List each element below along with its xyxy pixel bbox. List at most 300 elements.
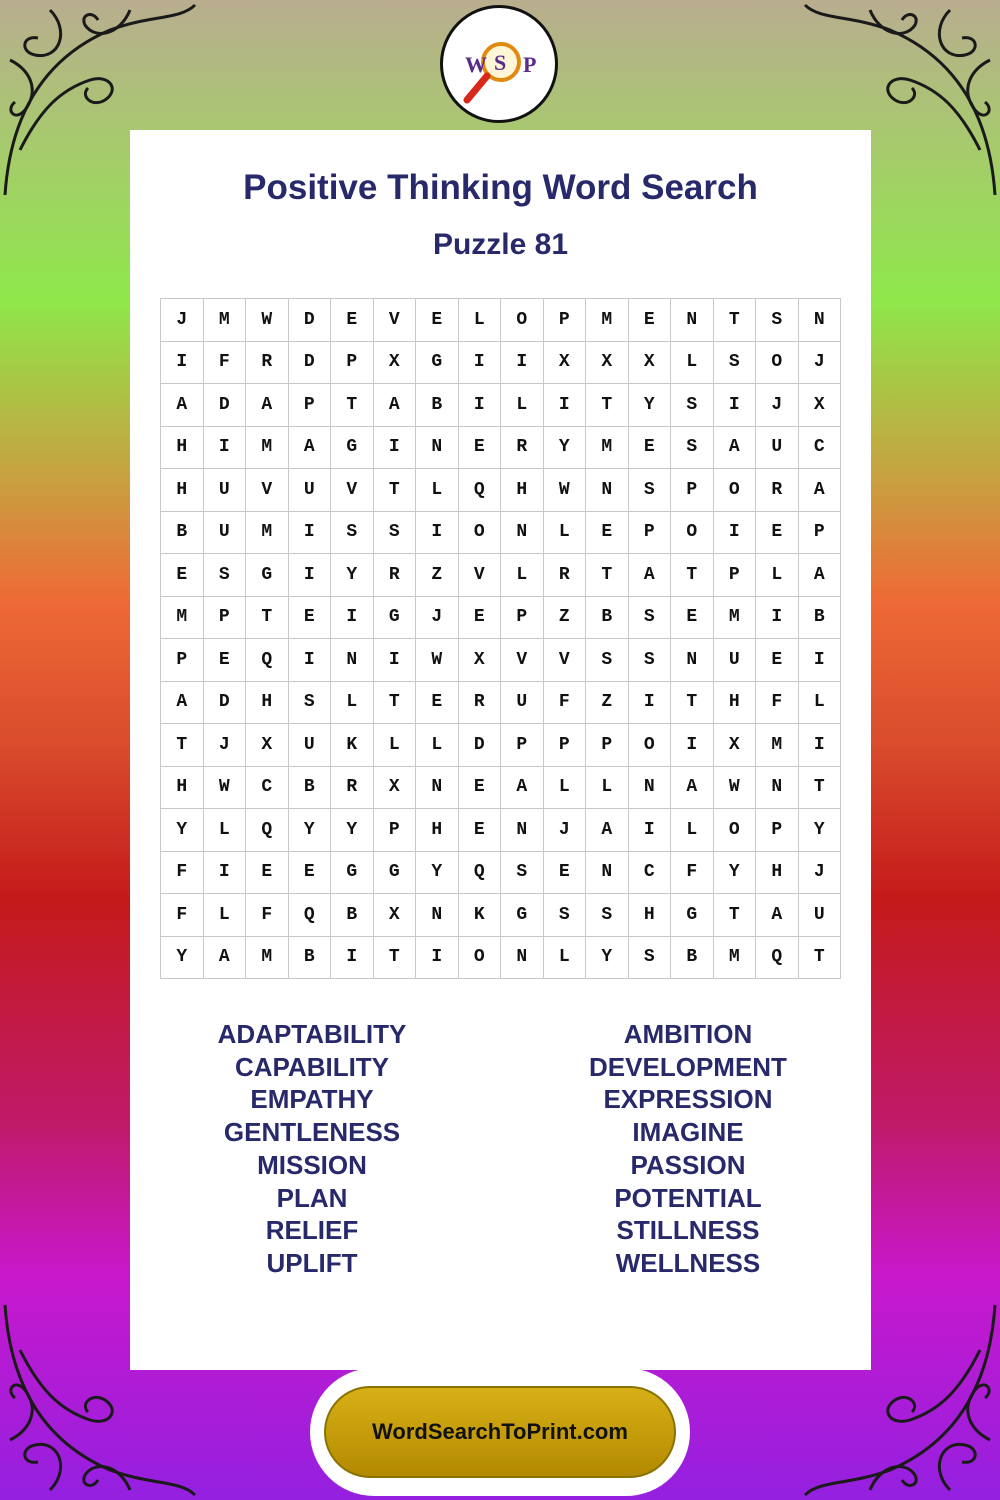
grid-cell[interactable]: Y [161,937,204,980]
grid-cell[interactable]: E [629,427,672,470]
grid-cell[interactable]: P [544,299,587,342]
grid-cell[interactable]: B [289,937,332,980]
grid-cell[interactable]: U [204,469,247,512]
word-list-left [162,1018,462,1280]
grid-cell[interactable]: Q [459,469,502,512]
grid-cell[interactable]: S [544,894,587,937]
logo-letter-w: W [465,52,487,77]
grid-cell[interactable]: H [161,427,204,470]
grid-cell[interactable]: M [204,299,247,342]
grid-cell[interactable]: P [714,554,757,597]
grid-cell[interactable]: X [799,384,842,427]
grid-cell[interactable]: X [714,724,757,767]
grid-cell[interactable]: T [714,299,757,342]
grid-cell[interactable]: O [671,512,714,555]
word-item: STILLNESS [616,1215,760,1246]
grid-cell[interactable]: T [799,937,842,980]
grid-cell[interactable]: I [714,512,757,555]
word-item: EMPATHY [250,1084,374,1115]
logo-letter-p: P [523,52,537,77]
grid-cell[interactable]: Y [416,852,459,895]
grid-cell[interactable]: L [416,469,459,512]
grid-cell[interactable]: V [331,469,374,512]
grid-row [161,809,841,852]
grid-cell[interactable]: I [289,554,332,597]
word-item: DEVELOPMENT [589,1051,787,1082]
grid-cell[interactable]: Y [586,937,629,980]
grid-cell[interactable]: S [629,937,672,980]
puzzle-panel [130,130,871,1370]
grid-cell[interactable]: K [459,894,502,937]
grid-cell[interactable]: X [374,894,417,937]
grid-cell[interactable]: L [544,512,587,555]
grid-cell[interactable]: Z [544,597,587,640]
grid-cell[interactable]: U [799,894,842,937]
grid-cell[interactable]: T [161,724,204,767]
grid-cell[interactable]: E [331,299,374,342]
word-item: WELLNESS [615,1247,761,1278]
grid-cell[interactable]: N [416,767,459,810]
grid-cell[interactable]: L [544,937,587,980]
word-item: AMBITION [623,1019,753,1049]
grid-row [161,597,841,640]
grid-cell[interactable]: F [204,342,247,385]
grid-cell[interactable]: B [586,597,629,640]
grid-cell[interactable]: E [204,639,247,682]
grid-cell[interactable]: L [204,894,247,937]
grid-cell[interactable]: A [586,809,629,852]
grid-cell[interactable]: L [331,682,374,725]
grid-cell[interactable]: L [501,554,544,597]
word-item: MISSION [257,1149,367,1180]
grid-cell[interactable]: F [544,682,587,725]
grid-cell[interactable]: A [289,427,332,470]
grid-cell[interactable]: P [586,724,629,767]
grid-cell[interactable]: M [714,937,757,980]
grid-cell[interactable]: I [374,639,417,682]
grid-cell[interactable]: Y [331,809,374,852]
grid-cell[interactable]: S [671,427,714,470]
grid-cell[interactable]: S [204,554,247,597]
grid-cell[interactable]: D [459,724,502,767]
grid-cell[interactable]: E [289,597,332,640]
grid-cell[interactable]: L [756,554,799,597]
grid-cell[interactable]: K [331,724,374,767]
grid-row [161,427,841,470]
grid-cell[interactable]: Y [629,384,672,427]
grid-cell[interactable]: V [544,639,587,682]
grid-cell[interactable]: P [374,809,417,852]
grid-cell[interactable]: S [671,384,714,427]
grid-cell[interactable]: N [501,512,544,555]
grid-cell[interactable]: I [459,384,502,427]
grid-cell[interactable]: P [204,597,247,640]
grid-cell[interactable]: O [714,469,757,512]
grid-cell[interactable]: X [586,342,629,385]
grid-cell[interactable]: O [459,512,502,555]
grid-cell[interactable]: J [544,809,587,852]
grid-cell[interactable]: S [586,894,629,937]
grid-row [161,767,841,810]
grid-cell[interactable]: M [586,427,629,470]
grid-cell[interactable]: H [501,469,544,512]
grid-cell[interactable]: V [459,554,502,597]
grid-cell[interactable]: M [246,937,289,980]
grid-cell[interactable]: D [289,299,332,342]
grid-cell[interactable]: U [289,469,332,512]
grid-cell[interactable]: Y [544,427,587,470]
grid-cell[interactable]: B [799,597,842,640]
grid-cell[interactable]: A [799,554,842,597]
puzzle-number: Puzzle 81 [432,228,569,261]
grid-cell[interactable]: P [671,469,714,512]
grid-cell[interactable]: H [161,767,204,810]
grid-cell[interactable]: C [246,767,289,810]
grid-cell[interactable]: T [799,767,842,810]
grid-cell[interactable]: L [204,809,247,852]
grid-cell[interactable]: F [161,894,204,937]
grid-cell[interactable]: P [544,724,587,767]
grid-cell[interactable]: W [246,299,289,342]
grid-cell[interactable]: X [629,342,672,385]
grid-cell[interactable]: O [714,809,757,852]
grid-cell[interactable]: A [501,767,544,810]
grid-cell[interactable]: F [756,682,799,725]
grid-cell[interactable]: I [799,639,842,682]
grid-cell[interactable]: P [289,384,332,427]
grid-cell[interactable]: H [714,682,757,725]
grid-row [161,639,841,682]
grid-cell[interactable]: S [586,639,629,682]
grid-cell[interactable]: N [416,427,459,470]
grid-cell[interactable]: F [246,894,289,937]
grid-row [161,469,841,512]
grid-cell[interactable]: A [204,937,247,980]
grid-cell[interactable]: B [416,384,459,427]
grid-cell[interactable]: X [374,342,417,385]
grid-cell[interactable]: R [544,554,587,597]
grid-cell[interactable]: I [289,639,332,682]
grid-row [161,554,841,597]
grid-cell[interactable]: I [799,724,842,767]
grid-cell[interactable]: Y [289,809,332,852]
grid-cell[interactable]: J [799,342,842,385]
grid-cell[interactable]: I [756,597,799,640]
grid-cell[interactable]: I [204,427,247,470]
grid-cell[interactable]: I [416,512,459,555]
grid-cell[interactable]: C [629,852,672,895]
grid-cell[interactable]: G [374,597,417,640]
grid-cell[interactable]: S [714,342,757,385]
grid-cell[interactable]: L [799,682,842,725]
grid-cell[interactable]: A [161,682,204,725]
word-item: PASSION [630,1149,746,1180]
grid-cell[interactable]: W [714,767,757,810]
grid-cell[interactable]: L [671,342,714,385]
grid-cell[interactable]: E [544,852,587,895]
grid-cell[interactable]: T [374,682,417,725]
grid-row [161,342,841,385]
grid-cell[interactable]: A [671,767,714,810]
word-item: POTENTIAL [614,1182,762,1213]
grid-cell[interactable]: V [501,639,544,682]
grid-cell[interactable]: F [671,852,714,895]
grid-cell[interactable]: N [586,469,629,512]
grid-cell[interactable]: E [756,512,799,555]
grid-cell[interactable]: E [629,299,672,342]
grid-cell[interactable]: R [501,427,544,470]
grid-cell[interactable]: B [331,894,374,937]
grid-cell[interactable]: I [331,937,374,980]
grid-row [161,852,841,895]
grid-cell[interactable]: E [459,809,502,852]
grid-cell[interactable]: O [629,724,672,767]
grid-cell[interactable]: Q [246,639,289,682]
grid-cell[interactable]: G [246,554,289,597]
grid-cell[interactable]: P [501,597,544,640]
grid-cell[interactable]: N [501,937,544,980]
grid-cell[interactable]: Z [416,554,459,597]
grid-cell[interactable]: W [416,639,459,682]
grid-cell[interactable]: A [714,427,757,470]
grid-cell[interactable]: W [204,767,247,810]
grid-cell[interactable]: L [459,299,502,342]
grid-cell[interactable]: R [459,682,502,725]
grid-cell[interactable]: I [501,342,544,385]
word-list-right [538,1018,838,1280]
grid-cell[interactable]: N [501,809,544,852]
grid-cell[interactable]: Y [161,809,204,852]
grid-cell[interactable]: T [671,682,714,725]
grid-cell[interactable]: W [544,469,587,512]
grid-cell[interactable]: N [416,894,459,937]
grid-cell[interactable]: O [459,937,502,980]
grid-cell[interactable]: S [289,682,332,725]
grid-cell[interactable]: N [586,852,629,895]
grid-cell[interactable]: Q [459,852,502,895]
grid-cell[interactable]: O [756,342,799,385]
grid-cell[interactable]: H [246,682,289,725]
grid-cell[interactable]: S [629,639,672,682]
grid-cell[interactable]: J [204,724,247,767]
grid-cell[interactable]: I [331,597,374,640]
grid-cell[interactable]: E [416,682,459,725]
grid-row [161,724,841,767]
grid-cell[interactable]: S [629,597,672,640]
grid-cell[interactable]: S [629,469,672,512]
grid-cell[interactable]: A [756,894,799,937]
grid-cell[interactable]: Y [714,852,757,895]
word-item: RELIEF [265,1215,359,1246]
word-item: UPLIFT [266,1247,358,1278]
grid-cell[interactable]: H [756,852,799,895]
grid-cell[interactable]: G [331,852,374,895]
grid-cell[interactable]: P [501,724,544,767]
website-button[interactable]: WordSearchToPrint.com [324,1386,676,1478]
grid-cell[interactable]: R [246,342,289,385]
grid-cell[interactable]: J [161,299,204,342]
grid-cell[interactable]: C [799,427,842,470]
grid-cell[interactable]: P [629,512,672,555]
grid-cell[interactable]: T [714,894,757,937]
grid-cell[interactable]: S [501,852,544,895]
grid-cell[interactable]: I [459,342,502,385]
grid-cell[interactable]: M [246,512,289,555]
grid-cell[interactable]: U [756,427,799,470]
grid-cell[interactable]: A [799,469,842,512]
grid-cell[interactable]: E [586,512,629,555]
grid-cell[interactable]: J [416,597,459,640]
grid-cell[interactable]: A [629,554,672,597]
grid-cell[interactable]: J [799,852,842,895]
grid-cell[interactable]: P [756,809,799,852]
grid-cell[interactable]: N [331,639,374,682]
grid-cell[interactable]: S [374,512,417,555]
wsp-logo[interactable] [440,5,558,123]
grid-cell[interactable]: T [246,597,289,640]
grid-cell[interactable]: I [629,809,672,852]
grid-cell[interactable]: G [671,894,714,937]
grid-cell[interactable]: E [459,767,502,810]
grid-cell[interactable]: N [756,767,799,810]
grid-cell[interactable]: V [374,299,417,342]
grid-cell[interactable]: B [671,937,714,980]
grid-cell[interactable]: Q [289,894,332,937]
grid-cell[interactable]: T [586,554,629,597]
grid-cell[interactable]: T [374,469,417,512]
grid-cell[interactable]: N [629,767,672,810]
grid-cell[interactable]: S [756,299,799,342]
grid-cell[interactable]: A [161,384,204,427]
grid-cell[interactable]: G [331,427,374,470]
grid-cell[interactable]: E [459,427,502,470]
grid-cell[interactable]: U [501,682,544,725]
grid-cell[interactable]: A [374,384,417,427]
grid-cell[interactable]: I [204,852,247,895]
grid-cell[interactable]: L [374,724,417,767]
grid-cell[interactable]: N [671,299,714,342]
grid-cell[interactable]: M [161,597,204,640]
grid-cell[interactable]: L [501,384,544,427]
grid-cell[interactable]: Z [586,682,629,725]
grid-cell[interactable]: P [799,512,842,555]
grid-cell[interactable]: D [289,342,332,385]
grid-cell[interactable]: R [374,554,417,597]
grid-cell[interactable]: F [161,852,204,895]
grid-cell[interactable]: E [416,299,459,342]
letter-grid [160,298,841,979]
word-item: IMAGINE [632,1117,744,1148]
grid-cell[interactable]: X [544,342,587,385]
grid-cell[interactable]: X [459,639,502,682]
grid-cell[interactable]: I [629,682,672,725]
grid-cell[interactable]: E [756,639,799,682]
grid-cell[interactable]: T [374,937,417,980]
logo-letter-s: S [494,50,507,75]
page-title: Positive Thinking Word Search [243,168,758,207]
grid-cell[interactable]: M [246,427,289,470]
grid-cell[interactable]: I [289,512,332,555]
grid-cell[interactable]: I [671,724,714,767]
grid-cell[interactable]: U [289,724,332,767]
grid-cell[interactable]: I [714,384,757,427]
grid-row [161,512,841,555]
grid-cell[interactable]: T [586,384,629,427]
grid-cell[interactable]: N [799,299,842,342]
grid-row [161,894,841,937]
grid-cell[interactable]: X [246,724,289,767]
grid-cell[interactable]: P [331,342,374,385]
grid-cell[interactable]: E [459,597,502,640]
grid-cell[interactable]: U [204,512,247,555]
grid-row [161,937,841,980]
word-item: ADAPTABILITY [217,1019,407,1049]
grid-cell[interactable]: T [331,384,374,427]
grid-cell[interactable]: R [756,469,799,512]
grid-cell[interactable]: B [289,767,332,810]
grid-cell[interactable]: D [204,384,247,427]
word-item: CAPABILITY [234,1051,390,1082]
grid-row [161,682,841,725]
grid-cell[interactable]: M [586,299,629,342]
grid-cell[interactable]: G [374,852,417,895]
grid-cell[interactable]: R [331,767,374,810]
grid-cell[interactable]: Q [756,937,799,980]
grid-cell[interactable]: S [331,512,374,555]
grid-cell[interactable]: G [501,894,544,937]
grid-cell[interactable]: L [416,724,459,767]
footer-badge [310,1368,690,1496]
grid-cell[interactable]: N [671,639,714,682]
grid-row [161,384,841,427]
grid-cell[interactable]: L [671,809,714,852]
grid-cell[interactable]: O [501,299,544,342]
grid-cell[interactable]: T [671,554,714,597]
grid-cell[interactable]: I [374,427,417,470]
grid-cell[interactable]: V [246,469,289,512]
grid-cell[interactable]: J [756,384,799,427]
grid-cell[interactable]: Y [799,809,842,852]
grid-cell[interactable]: G [416,342,459,385]
grid-cell[interactable]: U [714,639,757,682]
grid-cell[interactable]: B [161,512,204,555]
word-item: GENTLENESS [223,1117,401,1148]
word-item: EXPRESSION [603,1084,773,1115]
grid-cell[interactable]: M [714,597,757,640]
grid-cell[interactable]: Y [331,554,374,597]
grid-cell[interactable]: D [204,682,247,725]
grid-cell[interactable]: L [586,767,629,810]
word-item: PLAN [276,1182,348,1213]
grid-cell[interactable]: M [756,724,799,767]
grid-cell[interactable]: I [544,384,587,427]
grid-cell[interactable]: E [289,852,332,895]
grid-cell[interactable]: A [246,384,289,427]
grid-cell[interactable]: Q [246,809,289,852]
grid-cell[interactable]: H [416,809,459,852]
grid-cell[interactable]: P [161,639,204,682]
grid-cell[interactable]: E [671,597,714,640]
grid-cell[interactable]: L [544,767,587,810]
grid-row [161,299,841,342]
grid-cell[interactable]: I [416,937,459,980]
grid-cell[interactable]: H [161,469,204,512]
grid-cell[interactable]: E [161,554,204,597]
grid-cell[interactable]: E [246,852,289,895]
grid-cell[interactable]: X [374,767,417,810]
grid-cell[interactable]: H [629,894,672,937]
grid-cell[interactable]: I [161,342,204,385]
